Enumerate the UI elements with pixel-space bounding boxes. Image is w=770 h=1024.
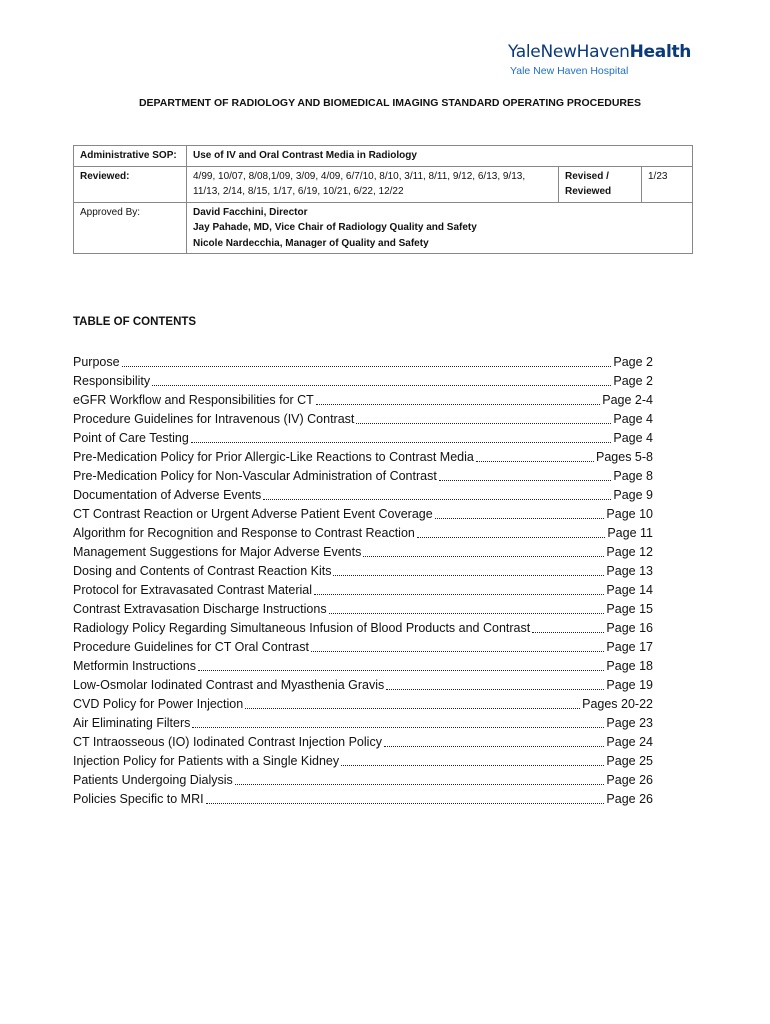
revised-date: 1/23: [642, 166, 693, 202]
toc-entry-title: Dosing and Contents of Contrast Reaction Kits: [73, 564, 332, 578]
toc-leader-dots: [198, 670, 604, 671]
toc-leader-dots: [356, 423, 611, 424]
toc-entry-page: Pages 5-8: [596, 450, 653, 464]
revised-label: Revised / Reviewed: [559, 166, 642, 202]
toc-leader-dots: [192, 727, 604, 728]
toc-entry[interactable]: [73, 391, 653, 410]
logo-brand-light: YaleNewHaven: [508, 42, 630, 62]
toc-entry-page: Page 9: [613, 488, 653, 502]
approver: David Facchini, Director: [193, 206, 308, 218]
toc-leader-dots: [384, 746, 604, 747]
toc-entry-page: Page 24: [606, 735, 653, 749]
toc-heading: TABLE OF CONTENTS: [73, 316, 197, 328]
approvers-cell: [187, 202, 693, 254]
toc-entry[interactable]: [73, 372, 653, 391]
toc-entry-page: Page 12: [606, 545, 653, 559]
toc-entry[interactable]: [73, 467, 653, 486]
toc-entry-title: Algorithm for Recognition and Response to Contrast Reaction: [73, 526, 415, 540]
toc-entry-page: Page 8: [613, 469, 653, 483]
toc-leader-dots: [329, 613, 605, 614]
toc-entry-page: Page 13: [606, 564, 653, 578]
toc-entry-page: Page 26: [606, 792, 653, 806]
toc-entry-title: eGFR Workflow and Responsibilities for CT: [73, 393, 314, 407]
toc-entry-title: CVD Policy for Power Injection: [73, 697, 244, 711]
toc-entry[interactable]: [73, 619, 653, 638]
toc-leader-dots: [476, 461, 594, 462]
toc-entry[interactable]: [73, 543, 653, 562]
admin-sop-label: Administrative SOP:: [74, 146, 187, 167]
toc-entry[interactable]: [73, 600, 653, 619]
toc-leader-dots: [316, 404, 600, 405]
toc-entry-title: Procedure Guidelines for CT Oral Contrast: [73, 640, 309, 654]
toc-entry-title: Patients Undergoing Dialysis: [73, 773, 233, 787]
toc-entry-title: Metformin Instructions: [73, 659, 196, 673]
approver: Nicole Nardecchia, Manager of Quality and Safety: [193, 237, 429, 249]
toc-entry[interactable]: [73, 562, 653, 581]
toc-leader-dots: [191, 442, 612, 443]
toc-entry[interactable]: [73, 486, 653, 505]
toc-leader-dots: [417, 537, 605, 538]
toc-entry-page: Page 18: [606, 659, 653, 673]
toc-entry-page: Page 2: [613, 355, 653, 369]
toc-entry-title: Procedure Guidelines for Intravenous (IV) Contrast: [73, 412, 355, 426]
toc-entry-title: Purpose: [73, 355, 120, 369]
toc-entry[interactable]: [73, 581, 653, 600]
toc-entry[interactable]: [73, 695, 653, 714]
reviewed-label: Reviewed:: [74, 166, 187, 202]
toc-entry[interactable]: [73, 657, 653, 676]
toc-entry[interactable]: [73, 790, 653, 809]
toc-entry-title: Point of Care Testing: [73, 431, 189, 445]
toc-leader-dots: [122, 366, 612, 367]
toc-leader-dots: [532, 632, 604, 633]
toc-leader-dots: [152, 385, 611, 386]
toc-entry[interactable]: [73, 733, 653, 752]
toc-entry-title: Protocol for Extravasated Contrast Material: [73, 583, 312, 597]
toc-entry[interactable]: [73, 410, 653, 429]
toc-entry-title: Responsibility: [73, 374, 151, 388]
approver: Jay Pahade, MD, Vice Chair of Radiology Quality and Safety: [193, 222, 477, 233]
toc-leader-dots: [235, 784, 605, 785]
toc-leader-dots: [263, 499, 611, 500]
toc-entry-page: Page 11: [607, 526, 653, 540]
toc-entry-title: Management Suggestions for Major Adverse Events: [73, 545, 362, 559]
toc-leader-dots: [314, 594, 604, 595]
toc-entry[interactable]: [73, 353, 653, 372]
toc-entry-page: Page 25: [606, 754, 653, 768]
toc-leader-dots: [341, 765, 604, 766]
toc-entry-title: Low-Osmolar Iodinated Contrast and Myasthenia Gravis: [73, 678, 385, 692]
toc-entry[interactable]: [73, 505, 653, 524]
toc-entry-title: Air Eliminating Filters: [73, 716, 191, 730]
logo-brand-bold: Health: [629, 42, 692, 62]
toc-entry-page: Page 17: [606, 640, 653, 654]
toc-entry[interactable]: [73, 752, 653, 771]
toc-leader-dots: [439, 480, 612, 481]
toc-entry-page: Page 23: [606, 716, 653, 730]
toc-entry-title: Pre-Medication Policy for Non-Vascular Administration of Contrast: [73, 469, 437, 483]
toc-leader-dots: [311, 651, 604, 652]
toc-entry-page: Page 14: [606, 583, 653, 597]
toc-entry-page: Page 2: [613, 374, 653, 388]
toc-entry-page: Page 10: [606, 507, 653, 521]
toc-entry-page: Page 4: [613, 412, 653, 426]
toc-entry[interactable]: [73, 429, 653, 448]
toc-entry-title: Contrast Extravasation Discharge Instructions: [73, 602, 327, 616]
toc-leader-dots: [333, 575, 604, 576]
toc-entry-title: Radiology Policy Regarding Simultaneous Infusion of Blood Products and Contrast: [73, 621, 531, 635]
reviewed-dates: 4/99, 10/07, 8/08,1/09, 3/09, 4/09, 6/7/10, 8/10, 3/11, 8/11, 9/12, 6/13, 9/13, 11/13, 2/14, 8/15, 1/17, 6/19, 10/21, 6/22, 12/22: [187, 166, 559, 202]
toc-entry-page: Page 26: [606, 773, 653, 787]
toc-entry-title: CT Contrast Reaction or Urgent Adverse Patient Event Coverage: [73, 507, 433, 521]
department-title: DEPARTMENT OF RADIOLOGY AND BIOMEDICAL IMAGING STANDARD OPERATING PROCEDURES: [138, 97, 642, 109]
toc-leader-dots: [386, 689, 604, 690]
sop-info-table: [73, 145, 693, 254]
toc-entry-page: Page 4: [613, 431, 653, 445]
table-of-contents: [73, 353, 653, 809]
toc-entry[interactable]: [73, 714, 653, 733]
toc-entry[interactable]: [73, 638, 653, 657]
toc-leader-dots: [206, 803, 605, 804]
toc-entry-page: Page 16: [606, 621, 653, 635]
toc-entry[interactable]: [73, 448, 653, 467]
toc-leader-dots: [363, 556, 604, 557]
approved-by-label: Approved By:: [74, 202, 187, 254]
logo-subtitle: Yale New Haven Hospital: [510, 65, 629, 77]
toc-entry-title: CT Intraosseous (IO) Iodinated Contrast Injection Policy: [73, 735, 382, 749]
toc-entry-page: Pages 20-22: [582, 697, 653, 711]
toc-entry-title: Policies Specific to MRI: [73, 792, 204, 806]
logo-wordmark: [508, 42, 718, 62]
toc-entry[interactable]: [73, 524, 653, 543]
toc-entry-page: Page 15: [606, 602, 653, 616]
toc-leader-dots: [435, 518, 605, 519]
toc-entry-title: Injection Policy for Patients with a Single Kidney: [73, 754, 340, 768]
admin-sop-value: Use of IV and Oral Contrast Media in Radiology: [187, 146, 693, 167]
toc-entry[interactable]: [73, 771, 653, 790]
toc-entry-title: Documentation of Adverse Events: [73, 488, 262, 502]
toc-entry-page: Page 2-4: [602, 393, 653, 407]
toc-entry-page: Page 19: [606, 678, 653, 692]
hospital-logo: [508, 42, 718, 77]
toc-entry[interactable]: [73, 676, 653, 695]
toc-entry-title: Pre-Medication Policy for Prior Allergic-Like Reactions to Contrast Media: [73, 450, 474, 464]
toc-leader-dots: [245, 708, 580, 709]
